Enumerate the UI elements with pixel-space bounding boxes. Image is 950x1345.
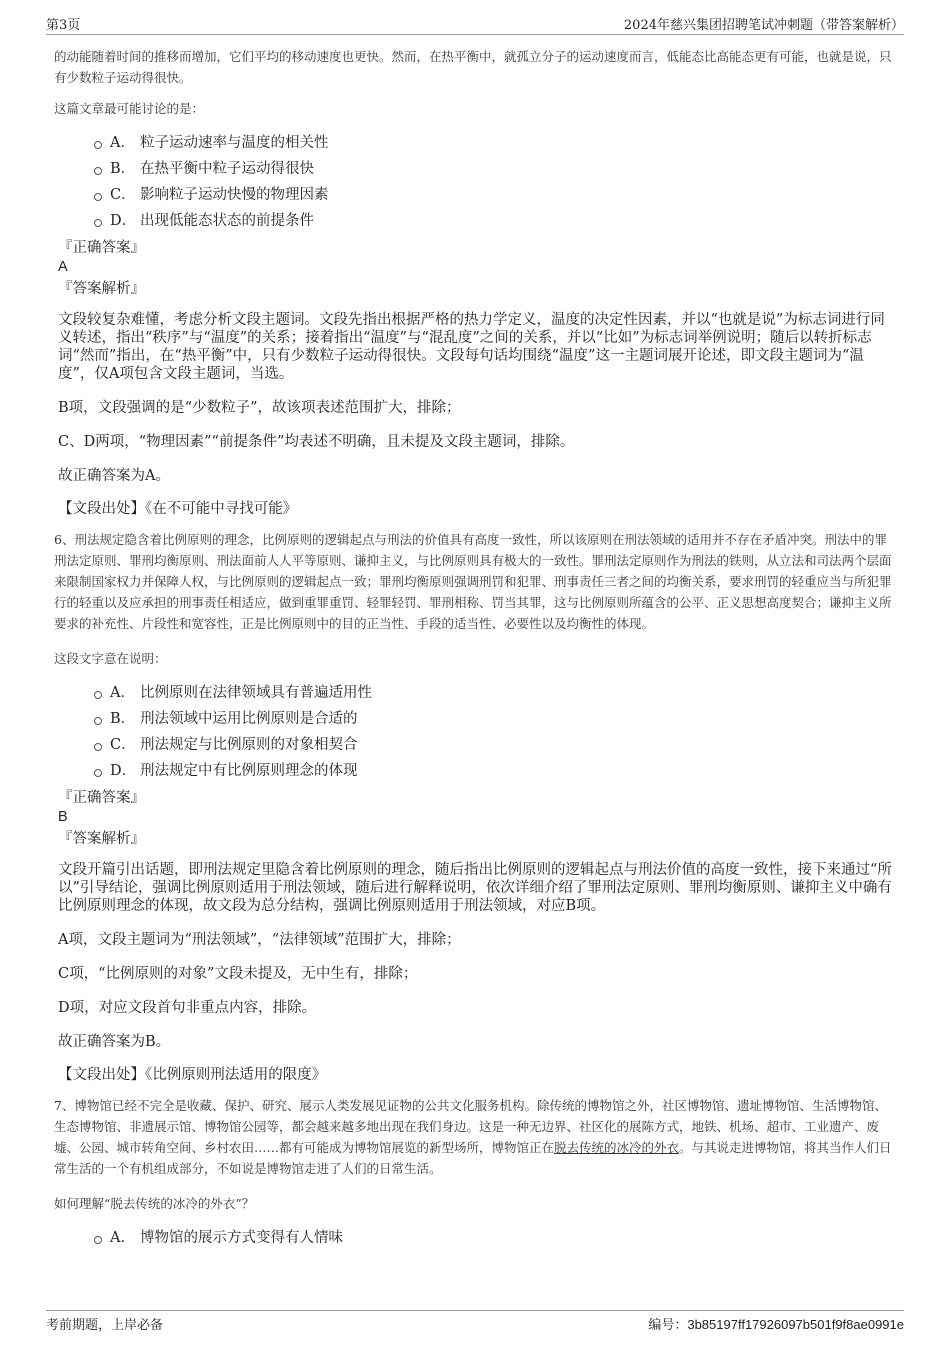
page-content xyxy=(54,46,898,1251)
q6-option-a[interactable]: A． 比例原则在法律领域具有普遍适用性 xyxy=(94,680,898,706)
q6-analysis-4: D项，对应文段首句非重点内容，排除。 xyxy=(58,1000,317,1016)
q5-passage-tail: 的动能随着时间的推移而增加，它们平均的移动速度也更快。然而，在热平衡中，就孤立分子的运动速度而言，低能态比高能态更有可能，也就是说，只有少数粒子运动得很快。 xyxy=(54,49,892,85)
q6-analysis-1: 文段开篇引出话题，即刑法规定里隐含着比例原则的理念，随后指出比例原则的逻辑起点与刑法价值的高度一致性，接下来通过“所以”引导结论，强调比例原则适用于刑法领域，随后进行解释说明，依次详细介绍了罪刑法定原则、罪刑均衡原则、谦抑主义中确有比例原则理念的体现，故文段为总分结构，强调比例原则适用于刑法领域，对应B项。 xyxy=(58,862,892,914)
radio-icon[interactable] xyxy=(94,141,102,149)
q7-option-a[interactable]: A． 博物馆的展示方式变得有人情味 xyxy=(94,1225,898,1251)
page-number: 第3页 xyxy=(46,18,81,33)
radio-icon[interactable] xyxy=(94,219,102,227)
q5-analysis-3: C、D两项，“物理因素”“前提条件”均表述不明确，且未提及文段主题词，排除。 xyxy=(58,434,575,450)
q5-option-c[interactable]: C． 影响粒子运动快慢的物理因素 xyxy=(94,182,898,208)
radio-icon[interactable] xyxy=(94,1236,102,1244)
q6-analysis-3: C项，“比例原则的对象”文段未提及，无中生有，排除； xyxy=(58,966,418,982)
radio-icon[interactable] xyxy=(94,743,102,751)
q5-analysis-4: 故正确答案为A。 xyxy=(58,468,170,484)
q6-analysis-2: A项，文段主题词为“刑法领域”，“法律领域”范围扩大，排除； xyxy=(58,932,461,948)
radio-icon[interactable] xyxy=(94,193,102,201)
q5-analysis-2: B项，文段强调的是“少数粒子”，故该项表述范围扩大，排除； xyxy=(58,400,461,416)
q5-option-d[interactable]: D． 出现低能态状态的前提条件 xyxy=(94,208,898,234)
q6-option-d[interactable]: D． 刑法规定中有比例原则理念的体现 xyxy=(94,758,898,784)
q6-passage: 6、刑法规定隐含着比例原则的理念，比例原则的逻辑起点与刑法的价值具有高度一致性，所以该原则在刑法领域的适用并不存在矛盾冲突。刑法中的罪刑法定原则、罪刑均衡原则、刑法面前人人平等原则、谦抑主义，与比例原则具有极大的一致性。罪刑法定原则作为刑法的铁则，从立法和司法两个层面来限制国家权力并保障人权，与比例原则的逻辑起点一致；罪刑均衡原则强调刑罚和犯罪、刑事责任三者之间的均衡关系，要求刑罚的轻重应当与所犯罪行的轻重以及应承担的刑事责任相适应，做到重罪重罚、轻罪轻罚、罪刑相称、罚当其罪，这与比例原则所蕴含的公平、正义思想高度契合；谦抑主义所要求的补充性、片段性和宽容性，正是比例原则中的目的正当性、手段的适当性、必要性以及均衡性的体现。 xyxy=(54,532,892,631)
q5-answer: A xyxy=(58,259,68,275)
radio-icon[interactable] xyxy=(94,691,102,699)
q6-source: 【文段出处】《比例原则刑法适用的限度》 xyxy=(58,1067,327,1083)
radio-icon[interactable] xyxy=(94,167,102,175)
q5-options xyxy=(54,130,898,234)
q6-analysis-label: 『答案解析』 xyxy=(58,831,145,847)
q6-prompt: 这段文字意在说明： xyxy=(54,651,167,666)
page-footer xyxy=(46,1310,904,1333)
q7-underlined-phrase: 脱去传统的冰冷的外衣 xyxy=(554,1140,680,1155)
q6-option-b[interactable]: B． 刑法领域中运用比例原则是合适的 xyxy=(94,706,898,732)
q7-options xyxy=(54,1225,898,1251)
q6-options xyxy=(54,680,898,784)
q5-analysis-label: 『答案解析』 xyxy=(58,281,145,297)
q7-passage: 7、博物馆已经不完全是收藏、保护、研究、展示人类发展见证物的公共文化服务机构。除传统的博物馆之外，社区博物馆、遗址博物馆、生活博物馆、生态博物馆、非遗展示馆、博物馆公园等，都会越来越多地出现在我们身边。这是一种无边界、社区化的展陈方式，地铁、机场、超市、工业遗产、废墟、公园、城市转角空间、乡村农田……都有可能成为博物馆展览的新型场所，博物馆正在脱去传统的冰冷的外衣。与其说走进博物馆，将其当作人们日常生活的一个有机组成部分，不如说是博物馆走进了人们的日常生活。 xyxy=(54,1098,892,1176)
q5-answer-label: 『正确答案』 xyxy=(58,240,145,256)
radio-icon[interactable] xyxy=(94,717,102,725)
footer-motto: 考前期题，上岸必备 xyxy=(46,1318,164,1333)
q5-option-a[interactable]: A． 粒子运动速率与温度的相关性 xyxy=(94,130,898,156)
document-title: 2024年慈兴集团招聘笔试冲刺题（带答案解析） xyxy=(623,18,904,33)
q6-analysis-5: 故正确答案为B。 xyxy=(58,1034,171,1050)
footer-code: 编号：3b85197ff17926097b501f9f8ae0991e xyxy=(648,1317,904,1333)
radio-icon[interactable] xyxy=(94,769,102,777)
q5-option-b[interactable]: B． 在热平衡中粒子运动得很快 xyxy=(94,156,898,182)
q6-option-c[interactable]: C． 刑法规定与比例原则的对象相契合 xyxy=(94,732,898,758)
q5-source: 【文段出处】《在不可能中寻找可能》 xyxy=(58,501,298,517)
q6-answer-label: 『正确答案』 xyxy=(58,790,145,806)
q5-prompt: 这篇文章最可能讨论的是： xyxy=(54,101,205,116)
q5-analysis-1: 文段较复杂难懂，考虑分析文段主题词。文段先指出根据严格的热力学定义，温度的决定性因素，并以“也就是说”为标志词进行同义转述，指出“秩序”与“温度”的关系；接着指出“温度”与“混乱度”之间的关系，并以“比如”为标志词举例说明；随后以转折标志词“然而”指出，在“热平衡”中，只有少数粒子运动得很快。文段每句话均围绕“温度”这一主题词展开论述，即文段主题词为“温度”，仅A项包含文段主题词，当选。 xyxy=(58,312,885,382)
q7-prompt: 如何理解“脱去传统的冰冷的外衣”？ xyxy=(54,1196,255,1211)
q6-answer: B xyxy=(58,809,68,825)
page-header xyxy=(46,12,904,35)
